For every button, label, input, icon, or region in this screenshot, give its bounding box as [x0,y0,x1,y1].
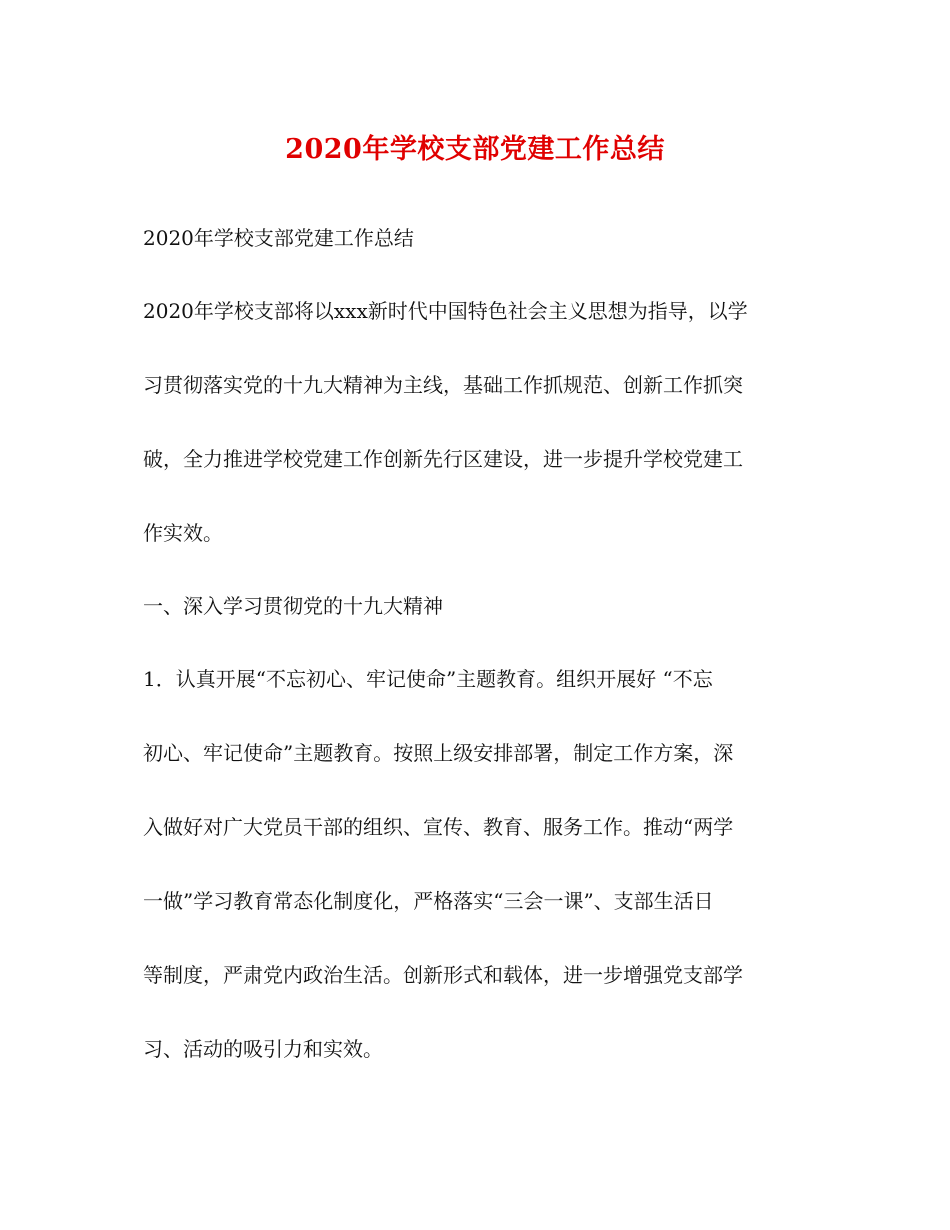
text-line: 2020年学校支部将以xxx新时代中国特色社会主义思想为指导，以学 [143,299,748,323]
paragraph-item-1 [143,659,805,1069]
text-line: 习贯彻落实党的十九大精神为主线，基础工作抓规范、创新工作抓突 [143,373,743,397]
text-line: 2020年学校支部党建工作总结 [143,226,414,250]
text-line: 一、深入学习贯彻党的十九大精神 [143,594,443,618]
paragraph-subtitle [143,218,805,258]
text-line: 初心、牢记使命”主题教育。按照上级安排部署，制定工作方案，深 [143,741,734,765]
section-heading-1 [143,586,805,626]
text-line: 破，全力推进学校党建工作创新先行区建设，进一步提升学校党建工 [143,447,743,471]
document-body [143,218,805,1069]
text-line: 一做”学习教育常态化制度化，严格落实“三会一课”、支部生活日 [143,889,714,913]
text-line: 等制度，严肃党内政治生活。创新形式和载体，进一步增强党支部学 [143,963,743,987]
text-line: 作实效。 [143,521,223,545]
text-line: 习、活动的吸引力和实效。 [143,1037,383,1061]
document-title: 2020年学校支部党建工作总结 [285,134,665,165]
text-line: 1．认真开展“不忘初心、牢记使命”主题教育。组织开展好 “不忘 [143,667,713,691]
text-line: 入做好对广大党员干部的组织、宣传、教育、服务工作。推动“两学 [143,815,734,839]
paragraph-intro [143,291,805,553]
